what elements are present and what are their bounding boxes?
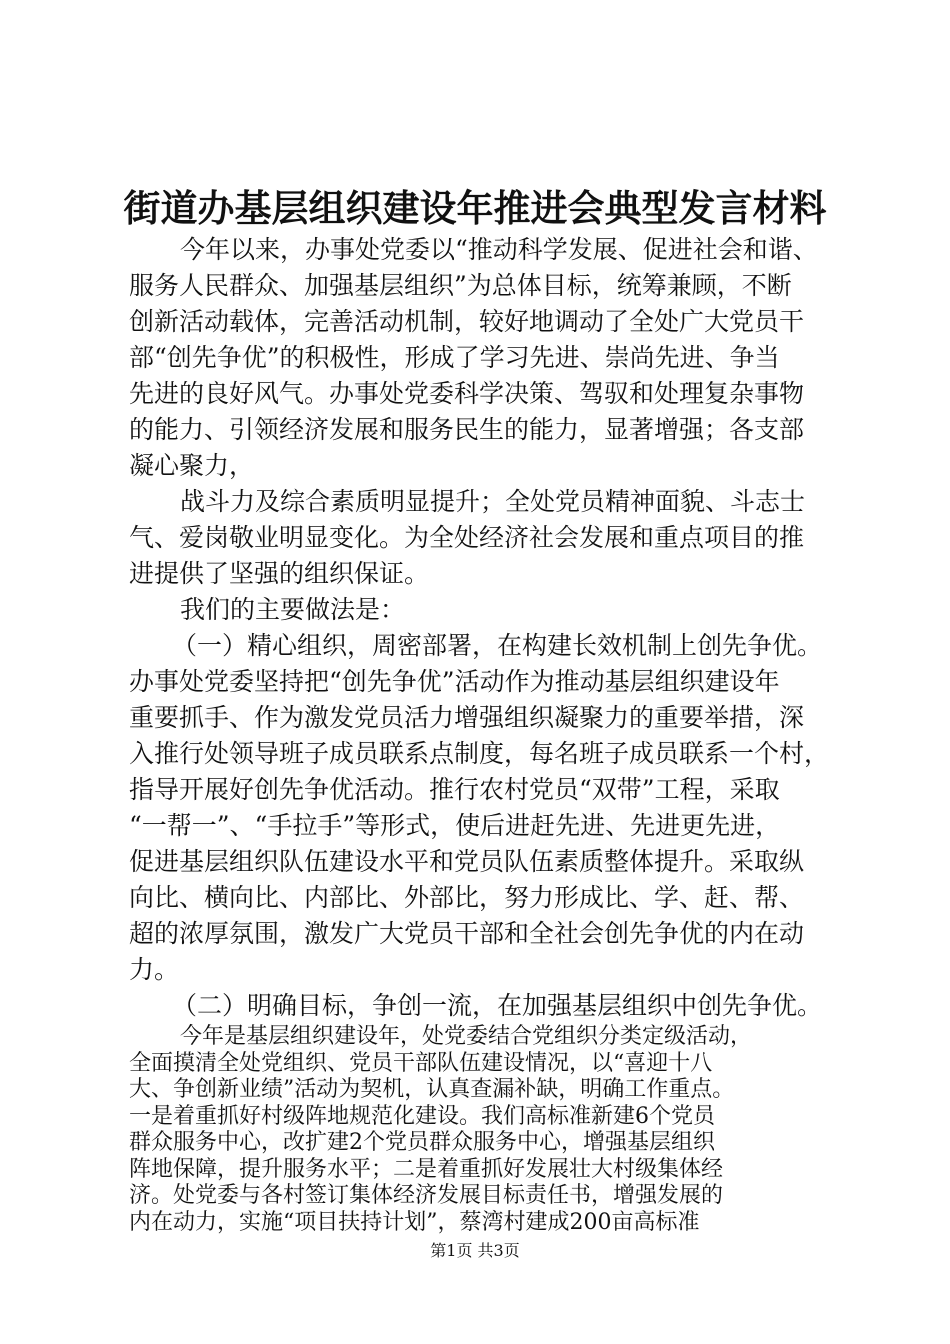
body-line-7: 凝心聚力， <box>129 451 255 480</box>
body-line-3: 创新活动载体，完善活动机制，较好地调动了全处广大党员干 <box>129 307 805 336</box>
body-line-9: 气、爱岗敬业明显变化。为全处经济社会发展和重点项目的推 <box>129 523 805 552</box>
body-line-17: “一帮一”、“手拉手”等形式，使后进赶先进、先进更先进， <box>129 811 781 840</box>
body-line-14: 重要抓手、作为激发党员活力增强组织凝聚力的重要举措，深 <box>129 703 805 732</box>
page-footer: 第1页 共3页 <box>430 1241 520 1260</box>
body-line-30: 内在动力，实施“项目扶持计划”，蔡湾村建成200亩高标准 <box>129 1209 700 1235</box>
body-line-28: 阵地保障，提升服务水平；二是着重抓好发展壮大村级集体经 <box>129 1156 724 1182</box>
body-line-10: 进提供了坚强的组织保证。 <box>129 559 430 588</box>
body-line-27: 群众服务中心，改扩建2个党员群众服务中心，增强基层组织 <box>129 1130 715 1155</box>
body-line-25: 大、争创新业绩”活动为契机，认真查漏补缺，明确工作重点。 <box>129 1077 735 1102</box>
body-line-11: 我们的主要做法是： <box>180 595 406 624</box>
body-line-4: 部“创先争优”的积极性，形成了学习先进、崇尚先进、争当 <box>129 343 780 372</box>
body-line-8: 战斗力及综合素质明显提升；全处党员精神面貌、斗志士 <box>180 487 806 516</box>
body-line-24: 全面摸清全处党组织、党员干部队伍建设情况，以“喜迎十八 <box>129 1050 713 1076</box>
body-line-19: 向比、横向比、内部比、外部比，努力形成比、学、赶、帮、 <box>129 883 805 912</box>
document-title: 街道办基层组织建设年推进会典型发言材料 <box>123 186 827 230</box>
body-line-20: 超的浓厚氛围，激发广大党员干部和全社会创先争优的内在动 <box>129 919 805 948</box>
body-line-21: 力。 <box>129 955 180 984</box>
body-line-16: 指导开展好创先争优活动。推行农村党员“双带”工程，采取 <box>129 775 780 804</box>
body-line-23: 今年是基层组织建设年，处党委结合党组织分类定级活动， <box>180 1024 753 1049</box>
section-heading-1: （一）精心组织，周密部署，在构建长效机制上创先争优。 <box>172 631 823 660</box>
body-line-5: 先进的良好风气。办事处党委科学决策、驾驭和处理复杂事物 <box>129 379 805 408</box>
body-line-29: 济。处党委与各村签订集体经济发展目标责任书，增强发展的 <box>129 1183 724 1208</box>
body-line-18: 促进基层组织队伍建设水平和党员队伍素质整体提升。采取纵 <box>129 847 805 876</box>
body-line-13: 办事处党委坚持把“创先争优”活动作为推动基层组织建设年 <box>129 667 780 696</box>
body-line-2: 服务人民群众、加强基层组织”为总体目标，统筹兼顾，不断 <box>129 271 792 300</box>
body-line-26: 一是着重抓好村级阵地规范化建设。我们高标准新建6个党员 <box>129 1103 715 1129</box>
section-heading-2: （二）明确目标，争创一流，在加强基层组织中创先争优。 <box>172 991 823 1020</box>
body-line-1: 今年以来，办事处党委以“推动科学发展、促进社会和谐、 <box>180 235 818 264</box>
body-line-15: 入推行处领导班子成员联系点制度，每名班子成员联系一个村， <box>129 739 830 768</box>
body-line-6: 的能力、引领经济发展和服务民生的能力，显著增强；各支部 <box>129 415 805 444</box>
